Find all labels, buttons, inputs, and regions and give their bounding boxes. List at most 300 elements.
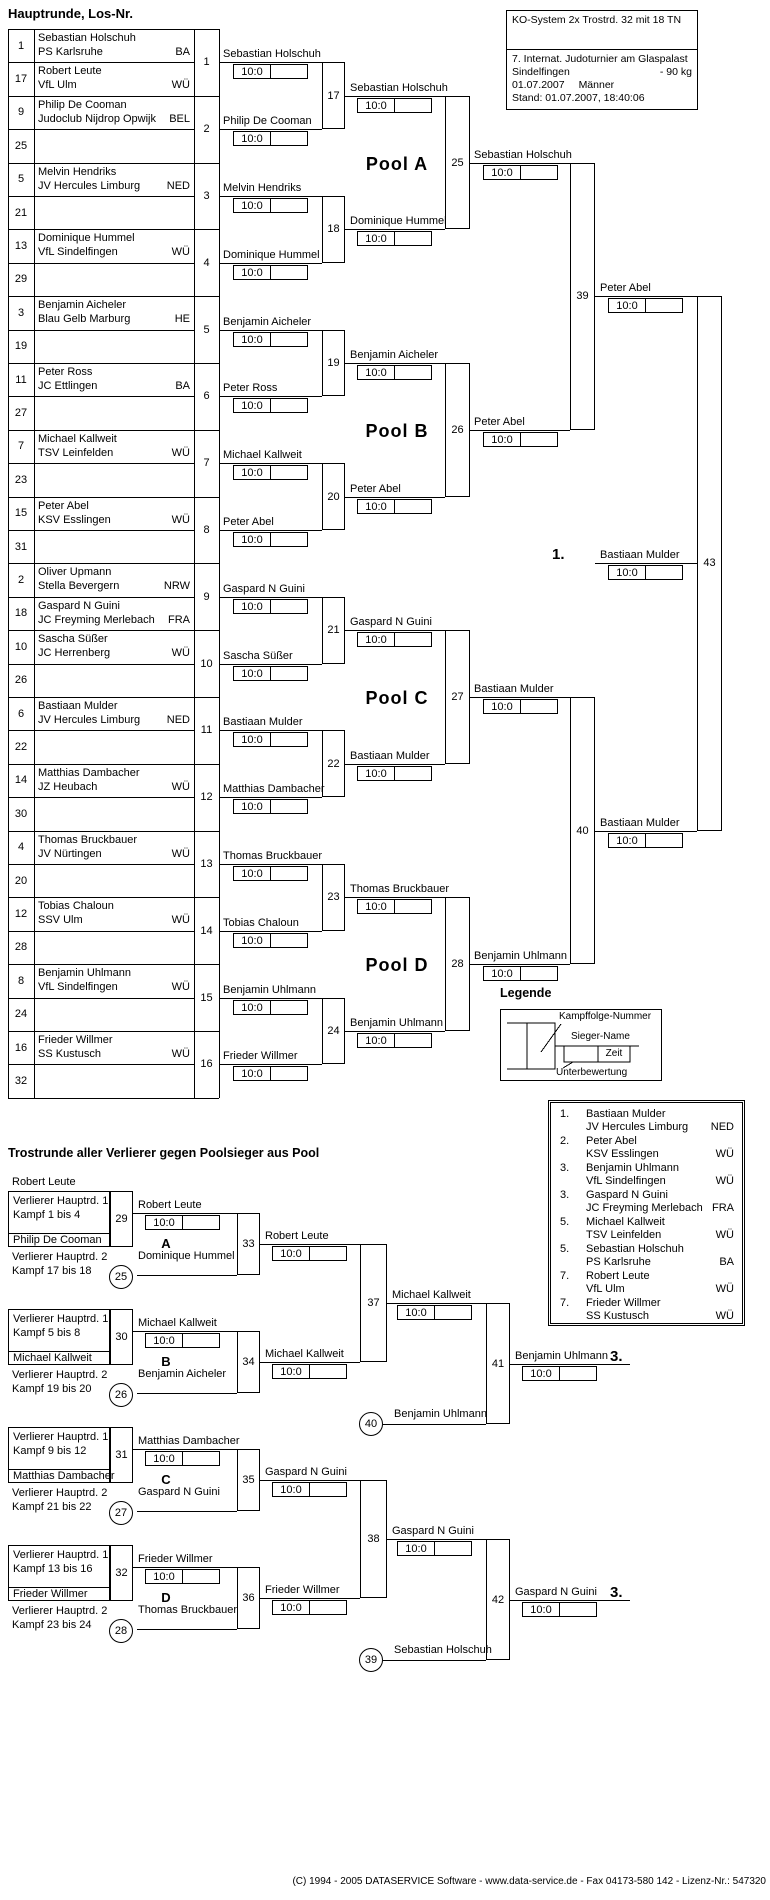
- seed-club: PS Karlsruhe: [38, 46, 103, 58]
- match-11-score: [233, 732, 308, 747]
- match-43-score-time: [645, 565, 683, 580]
- match-12-score-time: [270, 799, 308, 814]
- seed-region: WÜ: [171, 780, 190, 793]
- match-3-line: [219, 196, 322, 197]
- match-14-score: [233, 933, 308, 948]
- cons-match-36-winner: Frieder Willmer: [265, 1584, 340, 1596]
- match-7-line: [219, 463, 322, 464]
- copyright-line: (C) 1994 - 2005 DATASERVICE Software - www.data-service.de - Fax 04173-580 142 - Lizenz-Nr.: 547320: [292, 1876, 766, 1887]
- cons-match-32-score-subscore: 10:0: [145, 1569, 183, 1584]
- match-13-score: [233, 866, 308, 881]
- cons-match-31-score-subscore: 10:0: [145, 1451, 183, 1466]
- match-3-number: 3: [203, 189, 210, 202]
- match-20-score-time: [394, 499, 432, 514]
- match-7-number: 7: [203, 457, 210, 470]
- legend-title: Legende: [500, 986, 552, 1000]
- cons-match-35-number: 35: [242, 1474, 255, 1486]
- cons-match-38-line: [387, 1539, 486, 1540]
- match-4-number: 4: [203, 256, 210, 269]
- cons-match-37-score-time: [434, 1305, 472, 1320]
- seed-grid-h23: [8, 797, 194, 798]
- seed-grid-h31: [8, 1064, 194, 1065]
- match-1-line: [219, 62, 322, 63]
- match-10-score: [233, 666, 308, 681]
- match-17-number: 17: [327, 89, 340, 102]
- seed-lot: 20: [14, 874, 28, 887]
- cons-match-41-winner: Benjamin Uhlmann: [515, 1350, 608, 1362]
- cons-feed-line: [383, 1424, 486, 1425]
- match-39-line: [595, 296, 697, 297]
- match-2-score: [233, 131, 308, 146]
- match-6-score: [233, 398, 308, 413]
- match-11-score-subscore: 10:0: [233, 732, 271, 747]
- match-25-line: [470, 163, 570, 164]
- match-26-line: [470, 430, 570, 431]
- seed-lot: 27: [14, 407, 28, 420]
- cons-match-30-score-time: [182, 1333, 220, 1348]
- match-22-winner: Bastiaan Mulder: [350, 749, 430, 762]
- seed-name: Benjamin Uhlmann: [38, 967, 131, 980]
- seed-lot: 16: [14, 1041, 28, 1054]
- cons-group-C-entrant-line: [137, 1511, 237, 1512]
- seed-lot: 13: [14, 240, 28, 253]
- seed-name: Thomas Bruckbauer: [38, 833, 138, 846]
- cons-match-37-score-subscore: 10:0: [397, 1305, 435, 1320]
- seed-club: VfL Sindelfingen: [38, 981, 118, 994]
- placing-rank: 5.: [560, 1216, 570, 1228]
- final-rank-label: 1.: [552, 546, 565, 564]
- seed-region: BA: [175, 380, 190, 392]
- match-14-score-subscore: 10:0: [233, 933, 271, 948]
- cons-match-32-line: [133, 1567, 237, 1568]
- match-40-score-subscore: 10:0: [608, 833, 646, 848]
- seed-region: NED: [166, 179, 190, 192]
- pool-label: Pool B: [365, 420, 429, 441]
- match-4-score-time: [270, 265, 308, 280]
- seed-lot: 3: [17, 306, 25, 319]
- seed-grid-h0: [8, 29, 219, 30]
- match-17-winner: Sebastian Holschuh: [350, 81, 448, 94]
- match-39-score-subscore: 10:0: [608, 298, 646, 313]
- match-3-score: [233, 198, 308, 213]
- cons-match-35-score-subscore: 10:0: [272, 1482, 310, 1497]
- seed-name: Peter Ross: [38, 366, 93, 378]
- cons-match-33-line: [260, 1244, 360, 1245]
- seed-grid-h3: [8, 129, 194, 130]
- placing-club: JV Hercules Limburg: [586, 1121, 689, 1133]
- seed-lot: 32: [14, 1075, 28, 1088]
- cons-group-D-pool-letter: D: [161, 1590, 171, 1605]
- seed-grid-h25: [8, 864, 194, 865]
- cons-group-C-loser2-line1: Verlierer Hauptrd. 2: [12, 1487, 108, 1499]
- cons-group-A-entrant-line: [137, 1275, 237, 1276]
- cons-group-B-loser1-line1: Verlierer Hauptrd. 1: [13, 1313, 109, 1325]
- match-16-score-time: [270, 1066, 308, 1081]
- match-22-score: [357, 766, 432, 781]
- seed-region: WÜ: [171, 981, 190, 994]
- placing-region: WÜ: [715, 1148, 734, 1160]
- placing-name: Sebastian Holschuh: [586, 1243, 684, 1255]
- cons-match-38-score-subscore: 10:0: [397, 1541, 435, 1556]
- cons-group-A-loser1-line1: Verlierer Hauptrd. 1: [13, 1195, 109, 1207]
- placing-club: SS Kustusch: [586, 1310, 649, 1322]
- match-4-line: [219, 263, 322, 264]
- seed-region: WÜ: [171, 79, 190, 92]
- cons-group-D-seed-bottom: Frieder Willmer: [13, 1588, 88, 1600]
- seed-name: Tobias Chaloun: [38, 900, 114, 913]
- seed-lot: 9: [17, 106, 25, 119]
- cons-group-A-loser2-line1: Verlierer Hauptrd. 2: [12, 1251, 108, 1263]
- seed-lot: 10: [14, 640, 28, 653]
- seed-lot: 18: [14, 607, 28, 620]
- seed-region: WÜ: [171, 246, 190, 259]
- cons-match-32-score: [145, 1569, 220, 1584]
- seed-lot: 12: [14, 908, 28, 921]
- seed-region: WÜ: [171, 847, 190, 860]
- placing-region: FRA: [712, 1202, 734, 1214]
- seed-grid-h28: [8, 964, 219, 965]
- cons-group-D-entrant-line: [137, 1629, 237, 1630]
- cons-match-33-score-subscore: 10:0: [272, 1246, 310, 1261]
- seed-name: Robert Leute: [38, 65, 102, 78]
- match-24-winner: Benjamin Uhlmann: [350, 1017, 443, 1029]
- match-40-score-time: [645, 833, 683, 848]
- seed-grid-h13: [8, 463, 194, 464]
- placing-rank: 1.: [560, 1108, 570, 1120]
- match-18-line: [345, 229, 445, 230]
- match-8-score-time: [270, 532, 308, 547]
- cons-match-29-line: [133, 1213, 237, 1214]
- seed-club: JV Nürtingen: [38, 847, 102, 860]
- match-10-score-subscore: 10:0: [233, 666, 271, 681]
- match-3-score-subscore: 10:0: [233, 198, 271, 213]
- match-4-score: [233, 265, 308, 280]
- match-43-score: [608, 565, 683, 580]
- placing-rank: 5.: [560, 1243, 570, 1255]
- seed-region: NRW: [163, 580, 190, 593]
- match-18-score-subscore: 10:0: [357, 231, 395, 246]
- seed-name: Melvin Hendriks: [38, 165, 117, 178]
- match-4-score-subscore: 10:0: [233, 265, 271, 280]
- seed-name: Benjamin Aicheler: [38, 299, 127, 312]
- seed-name: Sascha Süßer: [38, 633, 108, 646]
- cons-match-31-score-time: [182, 1451, 220, 1466]
- match-24-line: [345, 1031, 445, 1032]
- seed-grid-h1: [8, 62, 194, 63]
- cons-match-32-winner: Frieder Willmer: [138, 1553, 213, 1565]
- match-20-winner: Peter Abel: [350, 482, 401, 495]
- match-27-score: [483, 699, 558, 714]
- match-21-score-subscore: 10:0: [357, 632, 395, 647]
- match-16-score-subscore: 10:0: [233, 1066, 271, 1081]
- match-23-winner: Thomas Bruckbauer: [350, 883, 450, 896]
- placing-region: WÜ: [715, 1283, 734, 1295]
- match-15-number: 15: [200, 991, 213, 1004]
- seed-region: BEL: [169, 112, 190, 125]
- match-16-winner: Frieder Willmer: [223, 1050, 298, 1063]
- cons-rank-label: 3.: [610, 1584, 623, 1601]
- seed-region: WÜ: [171, 446, 190, 459]
- seed-grid-h16: [8, 563, 219, 564]
- cons-match-41-score-time: [559, 1366, 597, 1381]
- match-40-score: [608, 833, 683, 848]
- match-23-score-time: [394, 899, 432, 914]
- cons-match-31-winner: Matthias Dambacher: [138, 1435, 240, 1447]
- cons-match-36-score-time: [309, 1600, 347, 1615]
- seed-grid-h5: [8, 196, 194, 197]
- cons-match-33-number: 33: [242, 1238, 255, 1250]
- match-3-winner: Melvin Hendriks: [223, 182, 302, 194]
- seed-name: Dominique Hummel: [38, 232, 135, 245]
- match-10-score-time: [270, 666, 308, 681]
- match-14-score-time: [270, 933, 308, 948]
- match-12-score-subscore: 10:0: [233, 799, 271, 814]
- match-18-score: [357, 231, 432, 246]
- cons-match-32-number: 32: [115, 1567, 128, 1579]
- cons-group-B-loser1-line2: Kampf 5 bis 8: [13, 1327, 81, 1339]
- seed-grid-h4: [8, 163, 219, 164]
- match-16-line: [219, 1064, 322, 1065]
- cons-match-30-winner: Michael Kallweit: [138, 1317, 217, 1329]
- match-17-line: [345, 96, 445, 97]
- cons-group-A-seed-bottom: Philip De Cooman: [13, 1234, 102, 1246]
- cons-match-34-score-time: [309, 1364, 347, 1379]
- cons-match-30-number: 30: [115, 1331, 128, 1343]
- match-20-line: [345, 497, 445, 498]
- cons-group-B-pool-entrant: Benjamin Aicheler: [138, 1368, 227, 1380]
- seed-region: WÜ: [171, 1048, 190, 1060]
- seed-region: WÜ: [171, 513, 190, 526]
- seed-club: TSV Leinfelden: [38, 446, 114, 459]
- match-11-number: 11: [200, 724, 213, 737]
- match-5-score-subscore: 10:0: [233, 332, 271, 347]
- seed-grid-h24: [8, 831, 219, 832]
- match-8-winner: Peter Abel: [223, 516, 274, 528]
- match-26-winner: Peter Abel: [474, 415, 525, 428]
- info-system: KO-System 2x Trostrd. 32 mit 18 TN: [512, 14, 682, 26]
- match-39-number: 39: [576, 290, 589, 303]
- seed-club: Blau Gelb Marburg: [38, 313, 131, 326]
- match-27-score-time: [520, 699, 558, 714]
- cons-group-C-loser2-line2: Kampf 21 bis 22: [12, 1501, 92, 1513]
- match-26-score-time: [520, 432, 558, 447]
- placing-rank: 3.: [560, 1162, 570, 1174]
- match-13-score-time: [270, 866, 308, 881]
- legend-time-label: Zeit: [605, 1048, 623, 1059]
- seed-club: JV Hercules Limburg: [38, 179, 141, 192]
- match-21-score: [357, 632, 432, 647]
- match-25-score-subscore: 10:0: [483, 165, 521, 180]
- match-22-number: 22: [327, 757, 340, 770]
- match-3-score-time: [270, 198, 308, 213]
- placing-rank: 7.: [560, 1297, 570, 1309]
- cons-match-41-score-subscore: 10:0: [522, 1366, 560, 1381]
- seed-club: SS Kustusch: [38, 1048, 101, 1060]
- match-8-line: [219, 530, 322, 531]
- seed-lot: 5: [17, 173, 25, 186]
- info-box: [506, 10, 698, 110]
- main-round-title: Hauptrunde, Los-Nr.: [8, 6, 133, 21]
- seed-name: Bastiaan Mulder: [38, 700, 118, 712]
- placing-name: Peter Abel: [586, 1135, 637, 1147]
- placing-region: NED: [710, 1121, 734, 1133]
- placing-rank: 2.: [560, 1135, 570, 1147]
- cons-match-42-score-time: [559, 1602, 597, 1617]
- cons-group-A-seed-top: Robert Leute: [12, 1176, 76, 1188]
- match-20-number: 20: [327, 490, 340, 503]
- match-21-line: [345, 630, 445, 631]
- match-5-number: 5: [203, 323, 210, 336]
- match-6-line: [219, 396, 322, 397]
- match-39-winner: Peter Abel: [600, 282, 651, 295]
- match-19-score-time: [394, 365, 432, 380]
- seed-club: VfL Ulm: [38, 79, 77, 92]
- match-23-line: [345, 897, 445, 898]
- info-gender: Männer: [578, 79, 615, 91]
- cons-match-29-number: 29: [115, 1213, 128, 1225]
- seed-grid-v3: [219, 29, 220, 1098]
- match-26-number: 26: [451, 423, 464, 436]
- match-12-score: [233, 799, 308, 814]
- match-9-score-time: [270, 599, 308, 614]
- match-39-score: [608, 298, 683, 313]
- cons-group-D-loser1-line1: Verlierer Hauptrd. 1: [13, 1549, 109, 1561]
- seed-lot: 2: [17, 574, 25, 587]
- match-9-number: 9: [203, 590, 210, 603]
- cons-match-36-number: 36: [242, 1592, 255, 1604]
- cons-match-33-score: [272, 1246, 347, 1261]
- info-event: 7. Internat. Judoturnier am Glaspalast: [512, 53, 688, 65]
- info-date: 01.07.2007: [512, 79, 565, 91]
- cons-match-38-score: [397, 1541, 472, 1556]
- seed-lot: 1: [17, 39, 25, 52]
- info-location: Sindelfingen: [512, 66, 570, 78]
- match-40-winner: Bastiaan Mulder: [600, 816, 680, 829]
- match-14-winner: Tobias Chaloun: [223, 916, 299, 929]
- match-16-score: [233, 1066, 308, 1081]
- match-43-number: 43: [703, 557, 716, 570]
- match-13-number: 13: [200, 857, 213, 870]
- cons-match-31-score: [145, 1451, 220, 1466]
- match-8-number: 8: [203, 523, 210, 536]
- cons-match-32-score-time: [182, 1569, 220, 1584]
- seed-lot: 21: [14, 206, 28, 219]
- match-13-score-subscore: 10:0: [233, 866, 271, 881]
- seed-name: Matthias Dambacher: [38, 766, 140, 779]
- match-43-score-subscore: 10:0: [608, 565, 646, 580]
- legend-winner-label: Sieger-Name: [571, 1031, 630, 1042]
- match-25-winner: Sebastian Holschuh: [474, 148, 572, 161]
- seed-lot: 6: [17, 707, 25, 720]
- cons-match-34-score: [272, 1364, 347, 1379]
- seed-grid-h26: [8, 897, 219, 898]
- cons-match-42-winner: Gaspard N Guini: [515, 1586, 597, 1598]
- match-27-winner: Bastiaan Mulder: [474, 683, 554, 695]
- cons-group-A-pool-entrant: Dominique Hummel: [138, 1250, 235, 1262]
- match-14-line: [219, 931, 322, 932]
- match-20-score-subscore: 10:0: [357, 499, 395, 514]
- match-1-score-time: [270, 64, 308, 79]
- cons-match-30-score: [145, 1333, 220, 1348]
- seed-name: Sebastian Holschuh: [38, 32, 136, 44]
- seed-lot: 19: [14, 340, 28, 353]
- match-2-score-subscore: 10:0: [233, 131, 271, 146]
- placing-rank: 3.: [560, 1189, 570, 1201]
- seed-lot: 4: [17, 841, 25, 854]
- seed-region: WÜ: [171, 647, 190, 660]
- cons-group-C-pool-entrant: Gaspard N Guini: [138, 1486, 220, 1498]
- match-10-winner: Sascha Süßer: [223, 649, 293, 662]
- seed-lot: 22: [14, 741, 28, 754]
- placing-rank: 7.: [560, 1270, 570, 1282]
- cons-group-C-loser1-line1: Verlierer Hauptrd. 1: [13, 1431, 109, 1443]
- seed-name: Frieder Willmer: [38, 1034, 113, 1046]
- seed-region: HE: [174, 313, 190, 326]
- match-5-line: [219, 330, 322, 331]
- match-13-line: [219, 864, 322, 865]
- seed-lot: 28: [14, 941, 28, 954]
- cons-match-36-score: [272, 1600, 347, 1615]
- placing-region: BA: [719, 1256, 734, 1268]
- cons-group-C-feed-circle-27: 27: [109, 1501, 133, 1525]
- seed-region: FRA: [168, 613, 190, 626]
- cons-group-C-seed-bottom: Matthias Dambacher: [13, 1470, 115, 1482]
- match-15-score-subscore: 10:0: [233, 1000, 271, 1015]
- cons-group-B-seed-bottom: Michael Kallweit: [13, 1352, 92, 1364]
- legend-match-number-label: Kampffolge-Nummer: [559, 1011, 652, 1022]
- pool-label: Pool D: [365, 955, 429, 976]
- seed-grid-h2: [8, 96, 219, 97]
- cons-group-A-loser1-line2: Kampf 1 bis 4: [13, 1209, 81, 1221]
- match-19-number: 19: [327, 356, 340, 369]
- match-6-winner: Peter Ross: [223, 382, 278, 395]
- seed-grid-h6: [8, 229, 219, 230]
- match-11-score-time: [270, 732, 308, 747]
- seed-grid-h10: [8, 363, 219, 364]
- cons-match-29-winner: Robert Leute: [138, 1199, 202, 1211]
- cons-group-B-pool-letter: B: [161, 1354, 171, 1369]
- cons-match-34-score-subscore: 10:0: [272, 1364, 310, 1379]
- cons-feed-circle-40: 40: [359, 1412, 383, 1436]
- seed-lot: 17: [14, 73, 28, 86]
- seed-lot: 23: [14, 473, 28, 486]
- cons-feed-name: Sebastian Holschuh: [394, 1644, 492, 1656]
- placing-name: Gaspard N Guini: [586, 1189, 668, 1201]
- placing-club: TSV Leinfelden: [586, 1229, 662, 1241]
- legend-box: [500, 1009, 662, 1081]
- pool-label: Pool A: [365, 153, 429, 174]
- seed-lot: 30: [14, 807, 28, 820]
- match-9-line: [219, 597, 322, 598]
- match-28-score-time: [520, 966, 558, 981]
- info-weight-class: - 90 kg: [659, 66, 692, 78]
- cons-match-38-score-time: [434, 1541, 472, 1556]
- seed-name: Philip De Cooman: [38, 98, 127, 111]
- seed-grid-h27: [8, 931, 194, 932]
- match-20-score: [357, 499, 432, 514]
- placing-region: WÜ: [715, 1175, 734, 1187]
- seed-club: SSV Ulm: [38, 914, 83, 927]
- match-15-score: [233, 1000, 308, 1015]
- cons-match-34-line: [260, 1362, 360, 1363]
- placing-name: Michael Kallweit: [586, 1216, 665, 1228]
- seed-grid-h29: [8, 998, 194, 999]
- cons-match-41-number: 41: [491, 1357, 505, 1370]
- seed-name: Oliver Upmann: [38, 566, 112, 579]
- match-18-winner: Dominique Hummel: [350, 215, 447, 228]
- cons-match-35-score: [272, 1482, 347, 1497]
- placing-name: Bastiaan Mulder: [586, 1108, 666, 1120]
